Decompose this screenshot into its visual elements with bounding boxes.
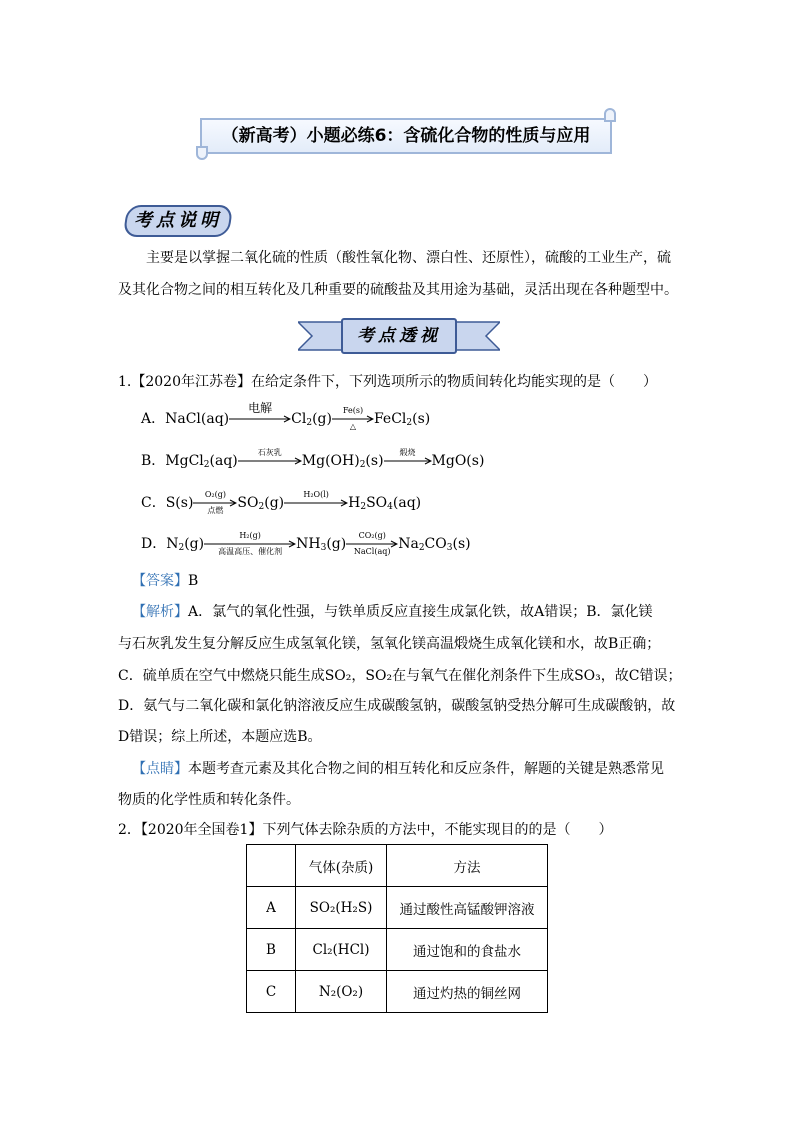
arrow-condition-top: CO₂(g): [358, 531, 386, 540]
arrow-co2-nacl: [346, 531, 398, 556]
arrow-icon: [238, 457, 302, 465]
q1-analysis-line-5: D错误；综上所述，本题应选B。: [118, 729, 322, 745]
product-1: NH: [296, 536, 321, 552]
q2-table: [246, 844, 548, 1013]
subscript: 2: [418, 543, 425, 553]
table-cell: 通过灼热的铜丝网: [387, 971, 548, 1013]
product-1: SO: [237, 495, 259, 511]
section-badge-kaodian-shuoming: [125, 205, 231, 237]
arrow-condition: H₂O(l): [303, 490, 329, 499]
option-label: C．: [141, 495, 166, 511]
title-banner: [196, 108, 616, 160]
arrow-electrolysis: [229, 401, 291, 423]
q1-analysis-line-1: [132, 596, 653, 628]
page-title: （新高考）小题必练6：含硫化合物的性质与应用: [221, 126, 591, 146]
option-label: D．: [141, 536, 167, 552]
arrow-lime-milk: [238, 448, 302, 465]
arrow-calcine: [384, 448, 432, 465]
q1-comment-line-1: [132, 753, 664, 785]
section-ribbon-label: 考点透视: [357, 326, 441, 346]
product-2: H: [348, 495, 361, 511]
q1-analysis-line-4: D．氨气与二氧化碳和氯化钠溶液反应生成碳酸氢钠，碳酸氢钠受热分解可生成碳酸钠，故: [118, 698, 676, 714]
product-2: MgO(s): [431, 453, 485, 469]
section-badge-label: 考点说明: [134, 210, 222, 231]
arrow-condition-bottom: 高温高压、催化剂: [218, 547, 283, 556]
product-2-part: CO: [424, 536, 447, 552]
intro-line-2: 及其化合物之间的相互转化及几种重要的硫酸盐及其用途为基础，灵活出现在各种题型中。: [118, 282, 678, 298]
table-cell: B: [247, 929, 296, 971]
analysis-text: A．氯气的氧化性强，与铁单质反应直接生成氯化铁，故A错误；B．氯化镁: [188, 604, 653, 620]
table-cell: 通过酸性高锰酸钾溶液: [387, 887, 548, 929]
q1-option-b: [141, 448, 485, 471]
table-row: [247, 887, 548, 929]
arrow-condition-bottom: NaCl(aq): [353, 547, 391, 556]
answer-tag: 【答案】: [132, 573, 188, 589]
table-header-cell: [247, 845, 296, 887]
table-row: [247, 929, 548, 971]
product-1: Cl: [291, 411, 307, 427]
reactant: NaCl(aq): [165, 411, 230, 427]
reactant: MgCl: [165, 453, 204, 469]
q1-analysis-line-3: C．硫单质在空气中燃烧只能生成SO₂，SO₂在与氧气在催化剂条件下生成SO₃，故C错误；: [118, 668, 682, 684]
q1-comment-line-2: 物质的化学性质和转化条件。: [118, 792, 300, 808]
product-2-state: (aq): [392, 495, 422, 511]
reactant-state: (g): [184, 536, 205, 552]
subscript: 2: [178, 543, 185, 553]
product-2-state: (s): [452, 536, 471, 552]
reactant: S(s): [165, 495, 194, 511]
arrow-condition-bottom: 点燃: [207, 506, 224, 515]
subscript: 4: [387, 502, 393, 512]
table-header-row: [247, 845, 548, 887]
option-label: A．: [141, 411, 166, 427]
table-header-cell: 方法: [387, 845, 548, 887]
subscript: 2: [359, 460, 366, 470]
q1-option-c: [141, 490, 422, 515]
subscript: 3: [320, 543, 327, 553]
arrow-condition: 煅烧: [399, 448, 416, 457]
section-ribbon-kaodian-toushi: [298, 318, 500, 354]
table-cell: C: [247, 971, 296, 1013]
subscript: 2: [203, 460, 210, 470]
intro-line-1: 主要是以掌握二氧化硫的性质（酸性氧化物、漂白性、还原性），硫酸的工业生产，硫: [146, 250, 671, 266]
subscript: 2: [406, 418, 413, 428]
comment-text: 本题考查元素及其化合物之间的相互转化和反应条件，解题的关键是熟悉常见: [188, 761, 664, 777]
table-cell: 通过饱和的食盐水: [387, 929, 548, 971]
subscript: 3: [446, 543, 453, 553]
comment-tag: 【点睛】: [132, 761, 188, 777]
product-1: Mg(OH): [301, 453, 360, 469]
arrow-h2-catalyst: [204, 531, 296, 556]
q1-stem: 1.【2020年江苏卷】在给定条件下，下列选项所示的物质间转化均能实现的是（ ）: [118, 374, 657, 390]
table-cell: N₂(O₂): [296, 971, 387, 1013]
analysis-tag: 【解析】: [132, 604, 188, 620]
arrow-condition-top: O₂(g): [204, 490, 226, 499]
product-1-state: (g): [326, 536, 347, 552]
product-1-state: (g): [264, 495, 285, 511]
arrow-o2-ignite: [193, 490, 237, 515]
product-2-state: (s): [412, 411, 431, 427]
product-1-state: (g): [312, 411, 332, 427]
reactant: N: [166, 536, 179, 552]
q1-option-a: [141, 401, 431, 431]
option-label: B．: [141, 453, 166, 469]
subscript: 2: [306, 418, 313, 428]
q2-stem: 2．【2020年全国卷1】下列气体去除杂质的方法中，不能实现目的的是（ ）: [118, 822, 613, 838]
arrow-condition-bottom: △: [349, 422, 357, 431]
reactant-state: (aq): [209, 453, 238, 469]
q1-answer: [132, 571, 198, 591]
subscript: 2: [360, 502, 367, 512]
arrow-fe-heat: [332, 406, 374, 431]
arrow-icon: [229, 415, 291, 423]
product-2-part: SO: [366, 495, 388, 511]
q1-option-d: [141, 531, 471, 556]
arrow-icon: [284, 499, 348, 507]
arrow-condition-top: Fe(s): [342, 406, 364, 415]
arrow-condition-top: H₂(g): [239, 531, 261, 540]
arrow-condition: 石灰乳: [257, 448, 282, 457]
product-2: FeCl: [373, 411, 407, 427]
table-cell: SO₂(H₂S): [296, 887, 387, 929]
q1-analysis-line-2: 与石灰乳发生复分解反应生成氢氧化镁，氢氧化镁高温煅烧生成氧化镁和水，故B正确；: [118, 636, 661, 652]
answer-value: B: [188, 573, 199, 589]
arrow-condition: 电解: [248, 401, 273, 415]
table-cell: Cl₂(HCl): [296, 929, 387, 971]
table-header-cell: 气体(杂质): [296, 845, 387, 887]
arrow-water: [284, 490, 348, 507]
table-row: [247, 971, 548, 1013]
product-1-state: (s): [365, 453, 384, 469]
table-cell: A: [247, 887, 296, 929]
product-2: Na: [398, 536, 419, 552]
arrow-icon: [384, 457, 432, 465]
subscript: 2: [258, 502, 265, 512]
